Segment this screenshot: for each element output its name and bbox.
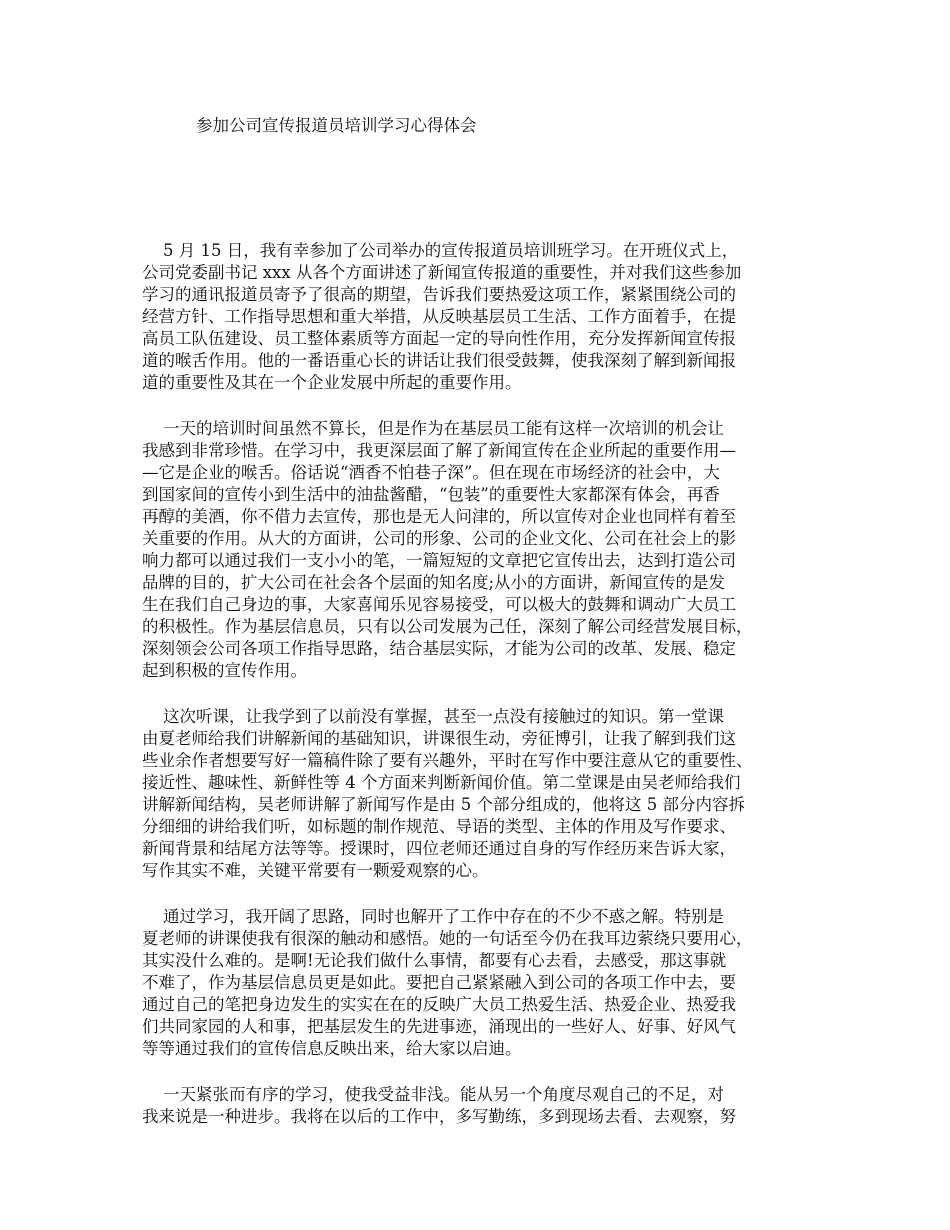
paragraph-line: 们共同家园的人和事，把基层发生的先进事迹，涌现出的一些好人、好事、好风气 xyxy=(142,1017,736,1036)
paragraph-line: 高员工队伍建设、员工整体素质等方面起一定的导向性作用，充分发挥新闻宣传报 xyxy=(142,329,736,348)
paragraph xyxy=(142,418,822,682)
paragraph-line: 不难了，作为基层信息员更是如此。要把自己紧紧融入到公司的各项工作中去，要 xyxy=(142,973,736,992)
paragraph xyxy=(142,906,822,1060)
paragraph xyxy=(142,1084,822,1128)
paragraph-line: 等等通过我们的宣传信息反映出来，给大家以启迪。 xyxy=(142,1039,522,1058)
paragraph-line: 的积极性。作为基层信息员，只有以公司发展为己任，深刻了解公司经营发展目标， xyxy=(142,617,753,636)
paragraph-line: 写作其实不难，关键平常要有一颗爱观察的心。 xyxy=(142,861,489,880)
paragraph-line: 公司党委副书记 xxx 从各个方面讲述了新闻宣传报道的重要性，并对我们这些参加 xyxy=(142,263,742,282)
paragraph-line: 通过学习，我开阔了思路，同时也解开了工作中存在的不少不惑之解。特别是 xyxy=(142,907,724,926)
paragraph-line: 夏老师的讲课使我有很深的触动和感悟。她的一句话至今仍在我耳边萦绕只要用心， xyxy=(142,929,753,948)
paragraph-line: 新闻背景和结尾方法等等。授课时，四位老师还通过自身的写作经历来告诉大家， xyxy=(142,839,736,858)
paragraph-line: 响力都可以通过我们一支小小的笔，一篇短短的文章把它宣传出去，达到打造公司 xyxy=(142,551,736,570)
paragraph-line: 由夏老师给我们讲解新闻的基础知识，讲课很生动，旁征博引，让我了解到我们这 xyxy=(142,729,736,748)
paragraph-line: 学习的通讯报道员寄予了很高的期望，告诉我们要热爱这项工作，紧紧围绕公司的 xyxy=(142,285,736,304)
paragraph xyxy=(142,240,822,394)
paragraph-line: 这次听课，让我学到了以前没有掌握，甚至一点没有接触过的知识。第一堂课 xyxy=(142,707,724,726)
document-title: 参加公司宣传报道员培训学习心得体会 xyxy=(196,116,477,135)
paragraph-line: 接近性、趣味性、新鲜性等 4 个方面来判断新闻价值。第二堂课是由吴老师给我们 xyxy=(142,773,741,792)
paragraph-line: 我感到非常珍惜。在学习中，我更深层面了解了新闻宣传在企业所起的重要作用— xyxy=(142,441,736,460)
paragraph-line: 其实没什么难的。是啊!无论我们做什么事情，都要有心去看，去感受，那这事就 xyxy=(142,951,727,970)
paragraph-line: 经营方针、工作指导思想和重大举措，从反映基层员工生活、工作方面着手，在提 xyxy=(142,307,736,326)
paragraph-line: 品牌的目的，扩大公司在社会各个层面的知名度;从小的方面讲，新闻宣传的是发 xyxy=(142,573,726,592)
paragraph-line: 一天紧张而有序的学习，使我受益非浅。能从另一个角度尽观自己的不足，对 xyxy=(142,1085,724,1104)
paragraph-line: 一天的培训时间虽然不算长，但是作为在基层员工能有这样一次培训的机会让 xyxy=(142,419,724,438)
paragraph-line: 些业余作者想要写好一篇稿件除了要有兴趣外，平时在写作中要注意从它的重要性、 xyxy=(142,751,753,770)
paragraph-line: 分细细的讲给我们听，如标题的制作规范、导语的类型、主体的作用及写作要求、 xyxy=(142,817,736,836)
paragraph-line: 起到积极的宣传作用。 xyxy=(142,661,307,680)
paragraph-line: 到国家间的宣传小到生活中的油盐酱醋，“包装”的重要性大家都深有体会，再香 xyxy=(142,485,720,504)
paragraph-line: 我来说是一种进步。我将在以后的工作中，多写勤练，多到现场去看、去观察，努 xyxy=(142,1107,736,1126)
paragraph-line: 讲解新闻结构，吴老师讲解了新闻写作是由 5 个部分组成的，他将这 5 部分内容拆 xyxy=(142,795,745,814)
document-body xyxy=(142,240,822,1152)
paragraph-line: 道的重要性及其在一个企业发展中所起的重要作用。 xyxy=(142,373,522,392)
paragraph-line: 5 月 15 日，我有幸参加了公司举办的宣传报道员培训班学习。在开班仪式上， xyxy=(142,241,739,260)
paragraph-line: 通过自己的笔把身边发生的实实在在的反映广大员工热爱生活、热爱企业、热爱我 xyxy=(142,995,736,1014)
paragraph-line: 道的喉舌作用。他的一番语重心长的讲话让我们很受鼓舞，使我深刻了解到新闻报 xyxy=(142,351,736,370)
paragraph-line: 生在我们自己身边的事，大家喜闻乐见容易接受，可以极大的鼓舞和调动广大员工 xyxy=(142,595,736,614)
paragraph-line: 关重要的作用。从大的方面讲，公司的形象、公司的企业文化、公司在社会上的影 xyxy=(142,529,736,548)
paragraph-line: 深刻领会公司各项工作指导思路，结合基层实际，才能为公司的改革、发展、稳定 xyxy=(142,639,736,658)
paragraph xyxy=(142,706,822,882)
paragraph-line: 再醇的美酒，你不借力去宣传，那也是无人问津的，所以宣传对企业也同样有着至 xyxy=(142,507,736,526)
paragraph-line: —它是企业的喉舌。俗话说“酒香不怕巷子深”。但在现在市场经济的社会中，大 xyxy=(142,463,720,482)
